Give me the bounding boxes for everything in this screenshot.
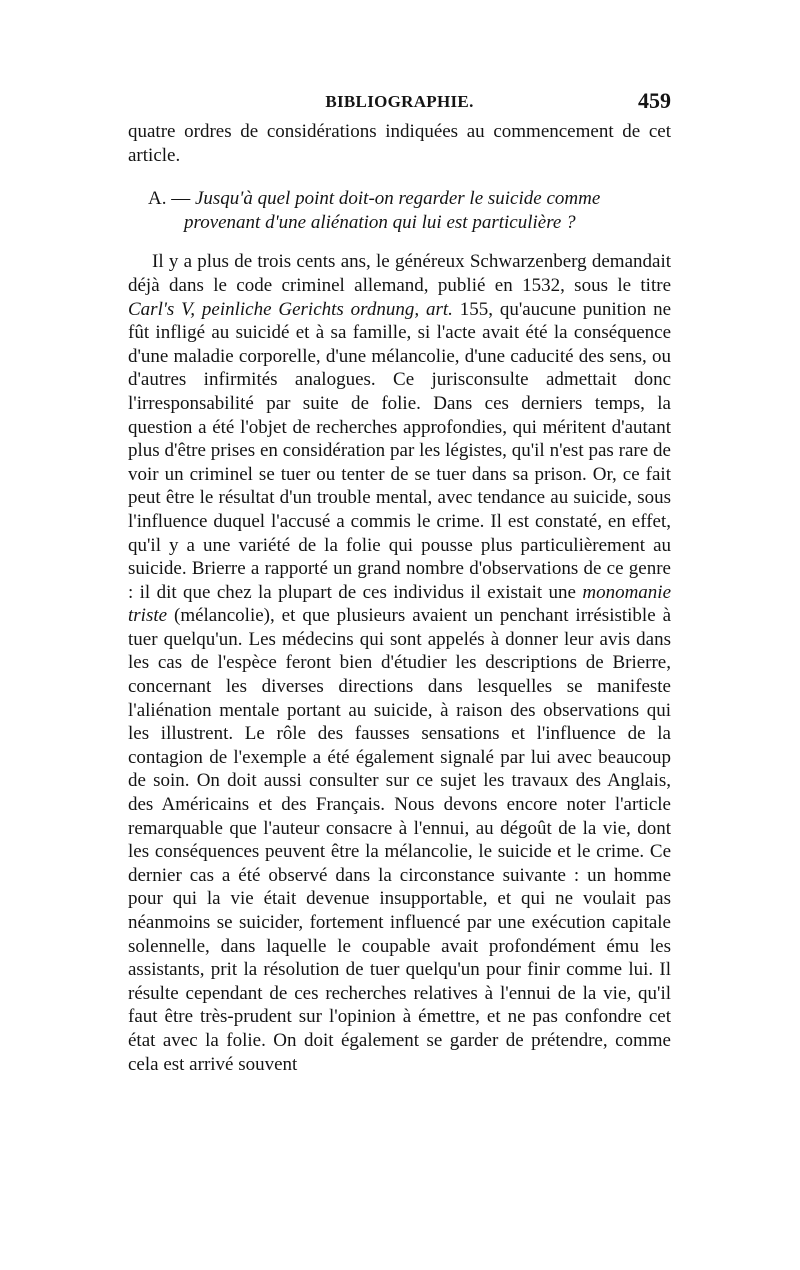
running-header (128, 86, 671, 116)
paragraph-italic-term: monomanie triste (128, 581, 671, 627)
section-heading (128, 187, 671, 234)
section-letter: A. (148, 188, 167, 210)
body-paragraph (128, 250, 671, 1076)
paragraph-text-3: (mélancolie), et que plusieurs avaient un penchant irrésistible à tuer quelqu'un. Les médecins qui sont appelés à donner leur avis dans les cas de l'espèce feront bien d'étudier les descriptions de Brierre, concernant les diverses directions dans lesquelles se manifeste l'aliénation mentale portant au suicide, à raison des observations qui les illustrent. Le rôle des fausses sensations et l'influence de la contagion de l'exemple a été également signalé par lui avec beaucoup de soin. On doit aussi consulter sur ce sujet les travaux des Anglais, des Américains et des Français. Nous devons encore noter l'article remarquable que l'auteur consacre à l'ennui, au dégoût de la vie, dont les conséquences peuvent être la mélancolie, le suicide et le crime. Ce dernier cas a été observé dans la circonstance suivante : un homme pour qui la vie était devenue insupportable, et qui ne voulait pas néanmoins se suicider, fortement influencé par une exécution capitale solennelle, dans laquelle le coupable avait profondément ému les assistants, prit la résolution de tuer quelqu'un pour finir comme lui. Il résulte cependant de ces recherches relatives à l'ennui de la vie, qu'il faut être très-prudent sur l'opinion à émettre, et ne pas confondre cet état avec la folie. On doit également se garder de prétendre, comme cela est arrivé souvent (128, 605, 671, 1075)
page-body (128, 120, 671, 1076)
paragraph-text-1: Il y a plus de trois cents ans, le généreux Schwarzenberg demandait déjà dans le code criminel allemand, publié en 1532, sous le titre (128, 251, 671, 296)
section-question-line-1: Jusqu'à quel point doit-on regarder le suicide comme (194, 188, 601, 210)
page-number: 459 (638, 88, 671, 113)
paragraph-text-2: 155, qu'aucune punition ne fût infligé au suicidé et à sa famille, si l'acte avait été la conséquence d'une maladie corporelle, d'une mélancolie, d'une caducité des sens, ou d'autres infirmités analogues. Ce jurisconsulte admettait donc l'irresponsabilité par suite de folie. Dans ces derniers temps, la question a été l'objet de recherches approfondies, qui méritent d'autant plus d'être prises en considération par les légistes, qu'il n'est pas rare de voir un criminel se tuer ou tenter de se tuer dans sa prison. Or, ce fait peut être le résultat d'un trouble mental, avec tendance au suicide, sous l'influence duquel l'accusé a commis le crime. Il est constaté, en effet, qu'il y a une variété de la folie qui pousse plus particulièrement au suicide. Brierre a rapporté un grand nombre d'observations de ce genre : il dit que chez la plupart de ces individus il existait une (128, 298, 671, 603)
book-page (128, 86, 671, 1076)
running-title: BIBLIOGRAPHIE. (325, 92, 474, 111)
continued-paragraph: quatre ordres de considérations indiquées au commencement de cet article. (128, 121, 671, 166)
section-dash: — (166, 188, 195, 210)
section-question-line-2: provenant d'une aliénation qui lui est particulière ? (184, 211, 576, 233)
paragraph-italic-title: Carl's V, peinliche Gerichts ordnung, art. (128, 298, 453, 320)
